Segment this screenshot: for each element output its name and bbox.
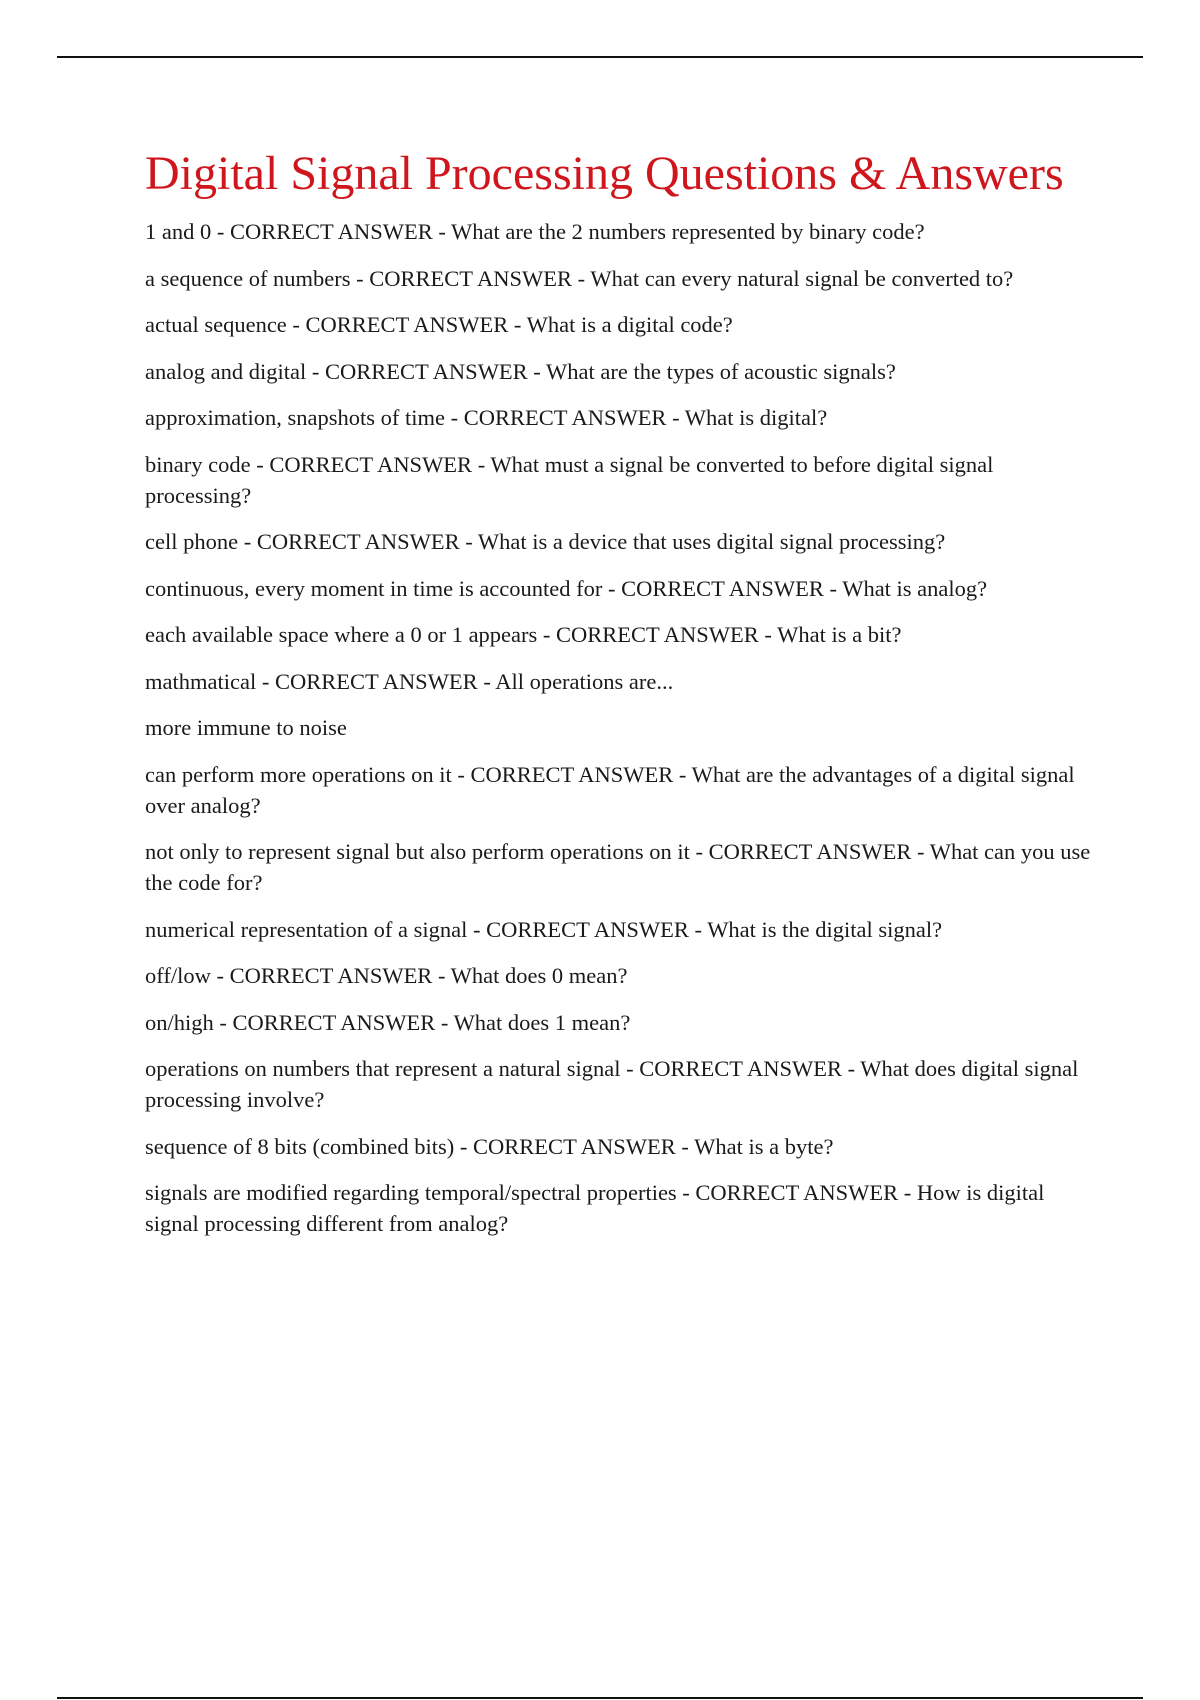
qa-item: numerical representation of a signal - CORRECT ANSWER - What is the digital signal?: [145, 916, 943, 942]
qa-item: can perform more operations on it - CORRECT ANSWER - What are the advantages of a digital signal over analog?: [145, 761, 1075, 818]
document-body: [145, 146, 1095, 1255]
qa-item: mathmatical - CORRECT ANSWER - All operations are...: [145, 668, 674, 694]
qa-item: signals are modified regarding temporal/spectral properties - CORRECT ANSWER - How is digital signal processing different from analog?: [145, 1180, 1045, 1236]
top-divider: [57, 56, 1143, 58]
qa-item: cell phone - CORRECT ANSWER - What is a device that uses digital signal processing?: [145, 529, 946, 554]
qa-item: approximation, snapshots of time - CORRECT ANSWER - What is digital?: [145, 405, 828, 430]
qa-item: a sequence of numbers - CORRECT ANSWER - What can every natural signal be converted to?: [145, 265, 1014, 291]
qa-item: each available space where a 0 or 1 appears - CORRECT ANSWER - What is a bit?: [145, 622, 902, 647]
qa-item: operations on numbers that represent a natural signal - CORRECT ANSWER - What does digital signal processing involve?: [145, 1056, 1079, 1112]
qa-item: sequence of 8 bits (combined bits) - CORRECT ANSWER - What is a byte?: [145, 1133, 834, 1159]
qa-item: binary code - CORRECT ANSWER - What must a signal be converted to before digital signal processing?: [145, 451, 994, 508]
qa-list: [145, 216, 1095, 1239]
qa-item: off/low - CORRECT ANSWER - What does 0 mean?: [145, 963, 628, 988]
qa-item: analog and digital - CORRECT ANSWER - What are the types of acoustic signals?: [145, 358, 896, 384]
qa-item: on/high - CORRECT ANSWER - What does 1 mean?: [145, 1009, 631, 1035]
document-title: Digital Signal Processing Questions & Answers: [145, 147, 1064, 200]
qa-item: continuous, every moment in time is accounted for - CORRECT ANSWER - What is analog?: [145, 575, 988, 601]
qa-item: not only to represent signal but also perform operations on it - CORRECT ANSWER - What can you use the code for?: [145, 839, 1091, 895]
qa-item: actual sequence - CORRECT ANSWER - What is a digital code?: [145, 312, 733, 337]
qa-item: more immune to noise: [145, 715, 347, 740]
qa-item: 1 and 0 - CORRECT ANSWER - What are the 2 numbers represented by binary code?: [145, 219, 925, 244]
bottom-divider: [57, 1697, 1143, 1699]
